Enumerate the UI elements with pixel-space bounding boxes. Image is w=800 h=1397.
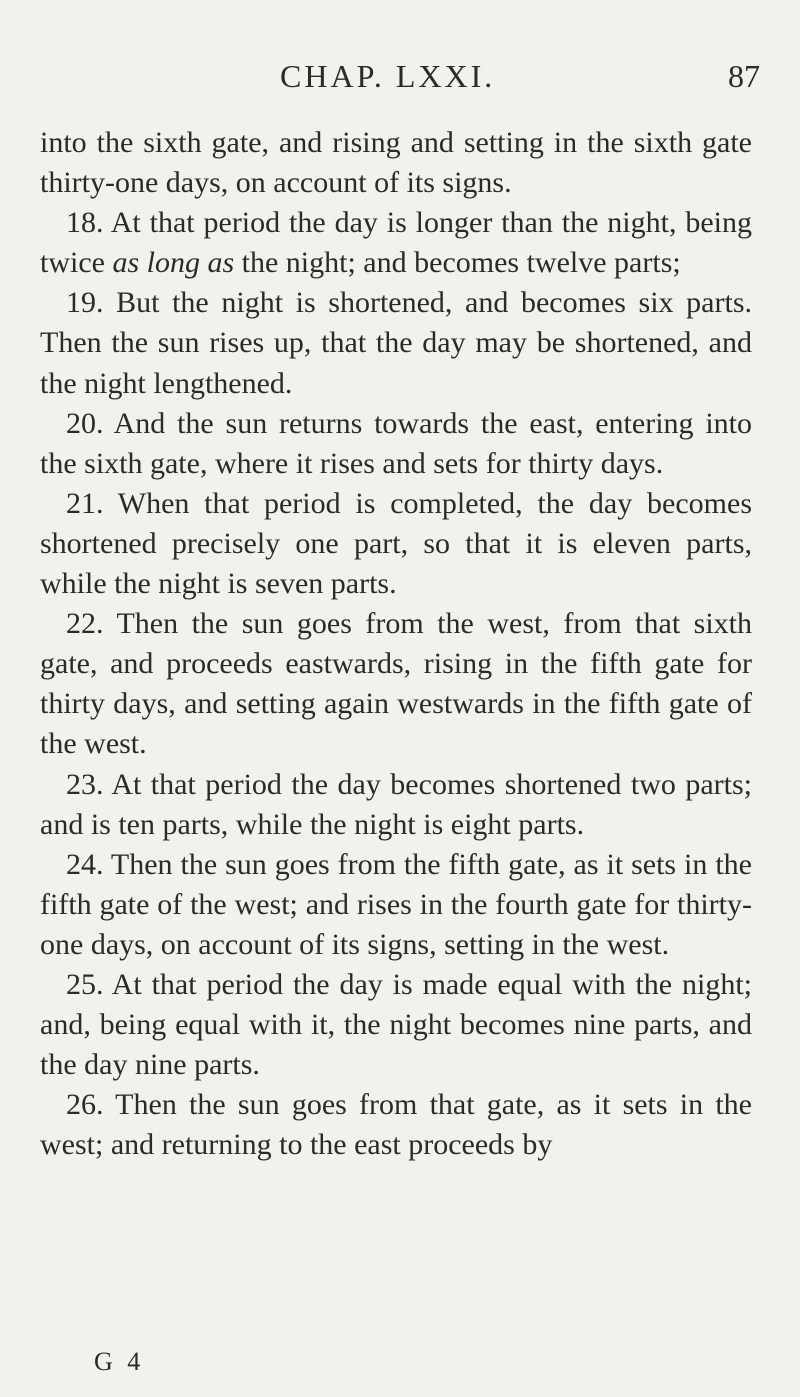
paragraph-verse-26: 26. Then the sun goes from that gate, as it sets in the west; and returning to the east proceeds by (40, 1088, 752, 1162)
paragraph-verse-24: 24. Then the sun goes from the fifth gate, as it sets in the fifth gate of the west; and rises in the fourth gate for thirty-one days, on account of its signs, setting in the west. (40, 847, 752, 961)
running-head (130, 58, 760, 98)
verse-18-italic: as long as (112, 246, 235, 280)
page-number: 87 (728, 58, 760, 94)
signature-mark: G 4 (94, 1347, 145, 1376)
paragraph-verse-25: 25. At that period the day is made equal with the night; and, being equal with it, the night becomes nine parts, and the day nine parts. (40, 967, 752, 1082)
verse-18-text-before: 18. At that period the day is longer than the night, being twice (40, 206, 752, 280)
paragraph-verse-22: 22. Then the sun goes from the west, from that sixth gate, and proceeds eastwards, rising in the fifth gate for thirty days, and setting again westwards in the fifth gate of the west. (40, 607, 752, 761)
paragraph-verse-23: 23. At that period the day becomes shortened two parts; and is ten parts, while the night is eight parts. (40, 767, 752, 841)
running-title: CHAP. LXXI. (280, 58, 496, 94)
body-text (40, 123, 752, 1165)
paragraph-verse-21: 21. When that period is completed, the day becomes shortened precisely one part, so that it is eleven parts, while the night is seven parts. (40, 486, 752, 601)
paragraph-verse-19: 19. But the night is shortened, and becomes six parts. Then the sun rises up, that the day may be shortened, and the night lengthened. (40, 286, 752, 400)
paragraph-continuation: into the sixth gate, and rising and setting in the sixth gate thirty-one days, on account of its signs. (40, 126, 752, 200)
paragraph-verse-18 (40, 203, 752, 283)
verse-18-text-after: the night; and becomes twelve parts; (234, 246, 681, 280)
paragraph-verse-20: 20. And the sun returns towards the east, entering into the sixth gate, where it rises and sets for thirty days. (40, 406, 752, 480)
